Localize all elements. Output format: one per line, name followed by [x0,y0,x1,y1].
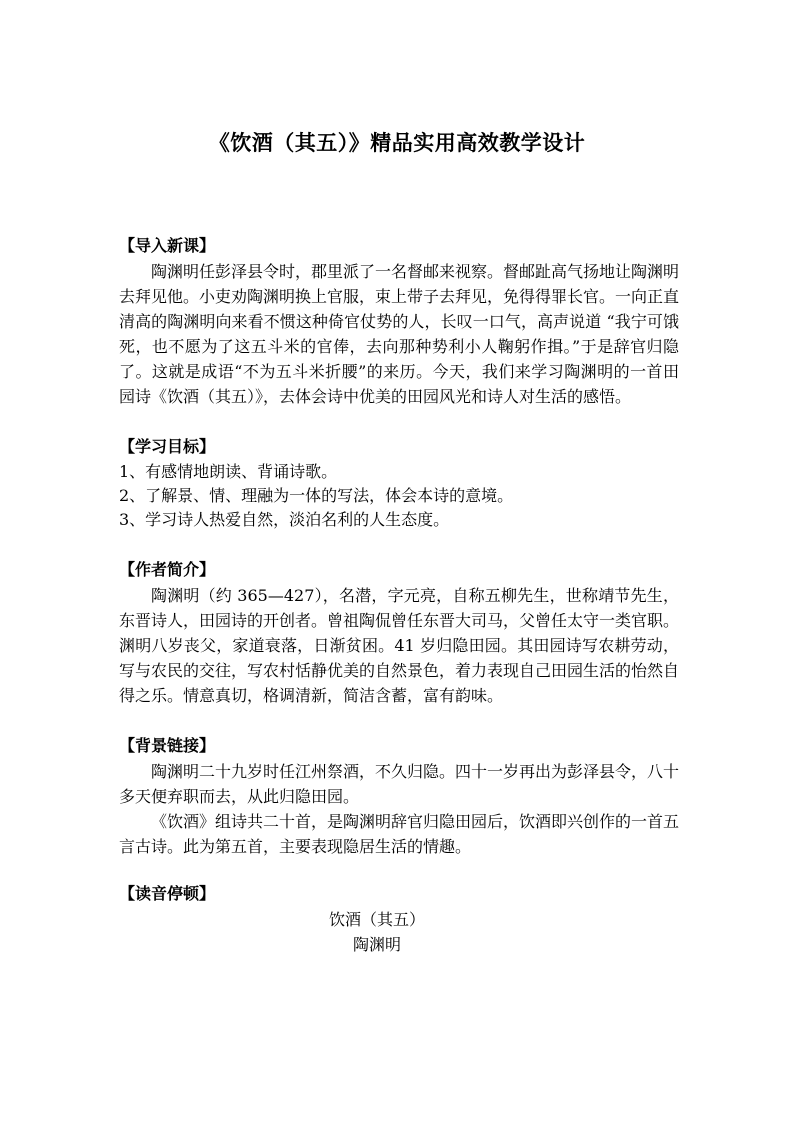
goal-item: 3、学习诗人热爱自然，淡泊名利的人生态度。 [119,510,450,529]
section-heading-reading: 【读音停顿】 [119,884,216,903]
document-title: 《饮酒（其五）》精品实用高效教学设计 [208,131,586,155]
goal-item: 2、了解景、情、理融为一体的写法，体会本诗的意境。 [119,486,514,505]
poem-title: 饮酒（其五） [328,910,425,929]
section-reading [119,881,679,957]
author-paragraph: 陶渊明（约 365—427），名潜，字元亮，自称五柳先生，世称靖节先生，东晋诗人，田园诗的开创者。曾祖陶侃曾任东晋大司马，父曾任太守一类官职。渊明八岁丧父，家道衰落，日渐贫困。41 岁归隐田园。其田园诗写农耕劳动，写与农民的交往，写农村恬静优美的自然景色，着力表现自己田园生活的怡然自得之乐。情意真切，格调清新，简洁含蓄，富有韵味。 [119,586,680,705]
section-author [119,557,679,708]
section-heading-background: 【背景链接】 [119,736,216,755]
document-body [119,233,679,957]
section-intro [119,233,679,409]
poem-author: 陶渊明 [352,935,401,954]
section-heading-author: 【作者简介】 [119,560,216,579]
goal-item: 1、有感情地朗读、背诵诗歌。 [119,462,338,481]
section-heading-goals: 【学习目标】 [119,437,216,456]
intro-paragraph: 陶渊明任彭泽县令时，郡里派了一名督邮来视察。督邮趾高气扬地让陶渊明去拜见他。小吏劝陶渊明换上官服，束上带子去拜见，免得得罪长官。一向正直清高的陶渊明向来看不惯这种倚官仗势的人，长叹一口气，高声说道 “我宁可饿死，也不愿为了这五斗米的官俸，去向那种势利小人鞠躬作揖。”于是辞官归隐了。这就是成语“不为五斗米折腰”的来历。今天，我们来学习陶渊明的一首田园诗《饮酒（其五）》，去体会诗中优美的田园风光和诗人对生活的感悟。 [119,262,680,406]
background-paragraph: 《饮酒》组诗共二十首，是陶渊明辞官归隐田园后，饮酒即兴创作的一首五言古诗。此为第五首，主要表现隐居生活的情趣。 [119,812,680,856]
background-paragraph: 陶渊明二十九岁时任江州祭酒，不久归隐。四十一岁再出为彭泽县令，八十多天便弃职而去，从此归隐田园。 [119,762,680,806]
section-goals [119,434,679,532]
section-heading-intro: 【导入新课】 [119,236,216,255]
section-background [119,733,679,859]
